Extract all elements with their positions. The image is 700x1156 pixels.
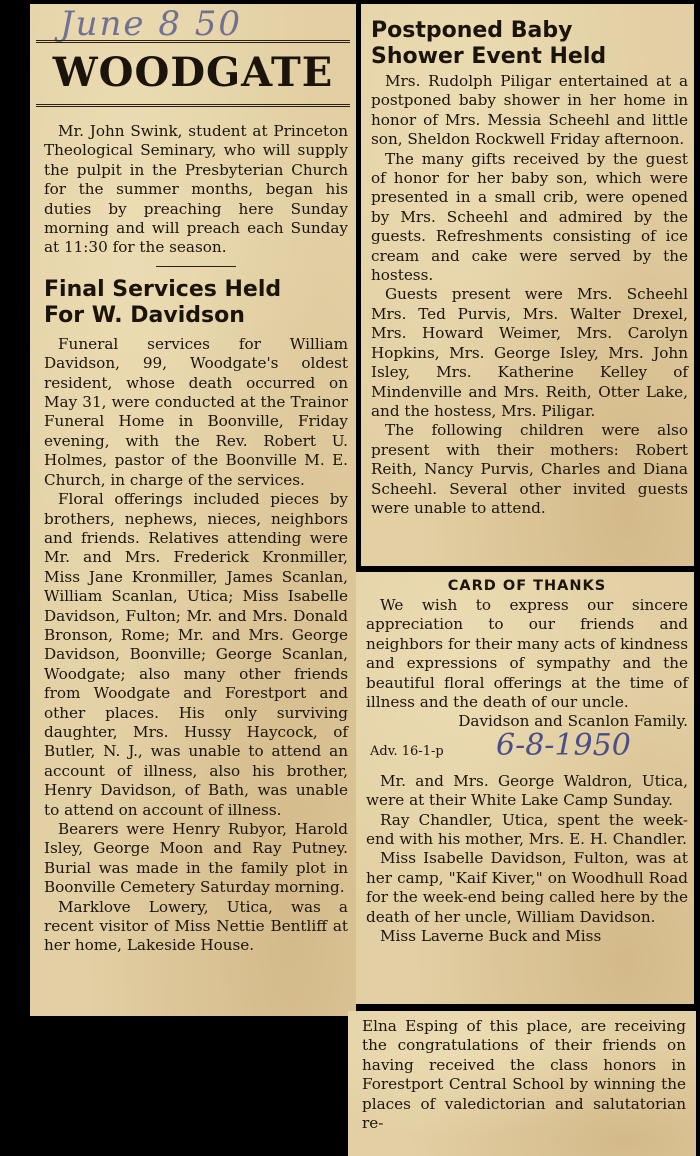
shower-paragraph-2: The many gifts received by the guest of honor for her baby son, which were presented in a small crib, were opened by Mrs. Scheehl and admired by the guests. Refreshments consisting of ice cream and cake were served by the hostess. [371, 149, 688, 285]
davidson-headline-2: For W. Davidson [44, 302, 245, 328]
shower-paragraph-3: Guests present were Mrs. Scheehl Mrs. Ted Purvis, Mrs. Walter Drexel, Mrs. Howard Weimer, Mrs. Carolyn Hopkins, Mrs. George Isley, Mrs. John Isley, Mrs. Katherine Kelley of Mindenville and Mrs. Reith, Otter Lake, and the hostess, Mrs. Piligar. [371, 285, 688, 420]
lowery-paragraph: Marklove Lowery, Utica, was a recent visitor of Miss Nettie Bentliff at her home, Lakeside House. [44, 897, 348, 955]
davidson-paragraph-2: Floral offerings included pieces by brothers, nephews, nieces, neighbors and friends. Relatives attending were Mr. and Mrs. Frederick Kronmiller, Miss Jane Kronmiller, James Scanlan, William Scanlan, Utica; Miss Isabelle Davidson, Fulton; Mr. and Mrs. Donald Bronson, Rome; Mr. and Mrs. George Davidson, Boonville; George Scanlan, Woodgate; also many other friends from Woodgate and Forestport and other places. His only surviving daughter, Mrs. Hussy Haycock, of Butler, N. J., was unable to attend an account of illness, also his brother, Henry Davidson, of Bath, was unable to attend on account of illness. [44, 490, 348, 819]
card-headline: CARD OF THANKS [447, 578, 607, 594]
card-text: We wish to express our sincere appreciation to our friends and neighbors for their many acts of kindness and expressions of sympathy and the beautiful floral offerings at the time of illness and the death of our uncle. [366, 596, 688, 712]
handwritten-date-top: June 8 50 [60, 4, 243, 44]
clipping-woodgate [30, 4, 356, 1016]
continuation-column [362, 1017, 686, 1133]
shower-headline-1: Postponed Baby [371, 18, 573, 43]
shower-paragraph-1: Mrs. Rudolph Piligar entertained at a postponed baby shower in her home in honor of Mrs. Messia Scheehl and little son, Sheldon Rockwell Friday afternoon. [371, 72, 688, 149]
separator [156, 266, 236, 267]
shower-headline-2: Shower Event Held [371, 44, 607, 69]
card-signature: Davidson and Scanlon Family. [458, 712, 688, 731]
buck-paragraph-start: Miss Laverne Buck and Miss [380, 927, 602, 946]
isabelle-paragraph: Miss Isabelle Davidson, Fulton, was at her camp, "Kaif Kiver," on Woodhull Road for the week-end being called here by the death of her uncle, William Davidson. [366, 849, 688, 926]
masthead-title: WOODGATE [52, 49, 334, 96]
woodgate-column [44, 122, 348, 956]
clipping-continuation [348, 1011, 696, 1156]
adv-line [366, 727, 688, 772]
waldron-paragraph: Mr. and Mrs. George Waldron, Utica, were at their White Lake Camp Sunday. [366, 771, 688, 810]
davidson-paragraph-1: Funeral services for William Davidson, 99, Woodgate's oldest resident, whose death occurred on May 31, were conducted at the Trainor Funeral Home in Boonville, Friday evening, with the Rev. Robert U. Holmes, pastor of the Boonville M. E. Church, in charge of the services. [44, 334, 348, 489]
shower-paragraph-4: The following children were also present with their mothers: Robert Reith, Nancy Purvis, Charles and Diana Scheehl. Several other invited guests were unable to attend. [371, 421, 688, 517]
card-column [366, 578, 688, 947]
shower-column [371, 18, 688, 518]
davidson-paragraph-3: Bearers were Henry Rubyor, Harold Isley, George Moon and Ray Putney. Burial was made in the family plot in Boonville Cemetery Saturday morning. [44, 820, 348, 897]
davidson-headline-1: Final Services Held [44, 276, 282, 302]
adv-code: Adv. 16-1-p [370, 743, 444, 759]
chandler-paragraph: Ray Chandler, Utica, spent the week-end with his mother, Mrs. E. H. Chandler. [366, 810, 688, 849]
masthead [36, 40, 350, 107]
clipping-baby-shower [361, 4, 694, 566]
buck-paragraph-continued: Elna Esping of this place, are receiving the congratulations of their friends on having received the class honors in Forestport Central School by winning the places of valedictorian and salutatorian re- [362, 1017, 686, 1133]
clipping-card-of-thanks [356, 572, 694, 1004]
handwritten-date: 6-8-1950 [496, 727, 631, 763]
swink-paragraph: Mr. John Swink, student at Princeton Theological Seminary, who will supply the pulpit in the Presbyterian Church for the summer months, began his duties by preaching here Sunday morning and will preach each Sunday at 11:30 for the season. [44, 122, 348, 257]
